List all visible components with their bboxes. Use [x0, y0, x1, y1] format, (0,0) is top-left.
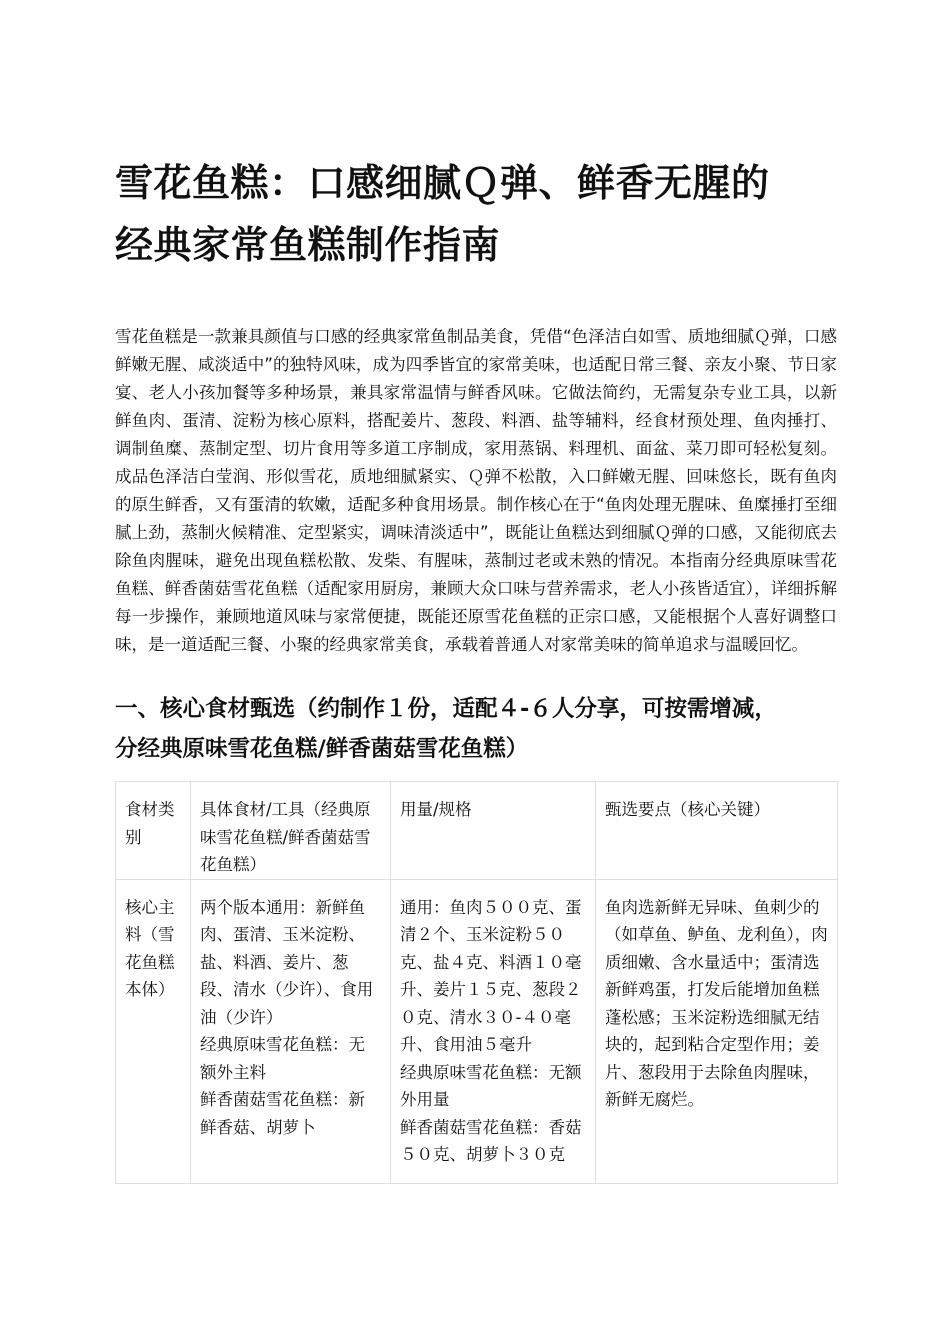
cell-amounts [391, 879, 596, 1183]
document-title: 雪花鱼糕：口感细腻Ｑ弹、鲜香无腥的 经典家常鱼糕制作指南 [115, 161, 770, 267]
header-amounts: 用量/规格 [391, 782, 596, 880]
intro-paragraph: 雪花鱼糕是一款兼具颜值与口感的经典家常鱼制品美食，凭借“色泽洁白如雪、质地细腻Ｑ弹，口感鲜嫩无腥、咸淡适中”的独特风味，成为四季皆宜的家常美味，也适配日常三餐、亲友小聚、节日家宴、老人小孩加餐等多种场景，兼具家常温情与鲜香风味。它做法简约，无需复杂专业工具，以新鲜鱼肉、蛋清、淀粉为核心原料，搭配姜片、葱段、料酒、盐等辅料，经食材预处理、鱼肉捶打、调制鱼糜、蒸制定型、切片食用等多道工序制成，家用蒸锅、料理机、面盆、菜刀即可轻松复刻。成品色泽洁白莹润、形似雪花，质地细腻紧实、Ｑ弹不松散，入口鲜嫩无腥、回味悠长，既有鱼肉的原生鲜香，又有蛋清的软嫩，适配多种食用场景。制作核心在于“鱼肉处理无腥味、鱼糜捶打至细腻上劲，蒸制火候精准、定型紧实，调味清淡适中”，既能让鱼糕达到细腻Ｑ弹的口感，又能彻底去除鱼肉腥味，避免出现鱼糕松散、发柴、有腥味，蒸制过老或未熟的情况。本指南分经典原味雪花鱼糕、鲜香菌菇雪花鱼糕（适配家用厨房，兼顾大众口味与营养需求，老人小孩皆适宜），详细拆解每一步操作，兼顾地道风味与家常便捷，既能还原雪花鱼糕的正宗口感，又能根据个人喜好调整口味，是一道适配三餐、小聚的经典家常美食，承载着普通人对家常美味的简单追求与温暖回忆。 [115, 327, 837, 654]
items-line-classic: 经典原味雪花鱼糕：无额外主料 [200, 1035, 365, 1082]
table-row [116, 879, 838, 1183]
header-items: 具体食材/工具（经典原味雪花鱼糕/鲜香菌菇雪花鱼糕） [191, 782, 391, 880]
items-line-mushroom: 鲜香菌菇雪花鱼糕：新鲜香菇、胡萝卜 [200, 1090, 365, 1137]
cell-items [191, 879, 391, 1183]
ingredients-table [115, 781, 838, 1184]
document-page [115, 0, 837, 1184]
table-header-row [116, 782, 838, 880]
amounts-line-mushroom: 鲜香菌菇雪花鱼糕：香菇５０克、胡萝卜３０克 [400, 1117, 582, 1164]
amounts-line-common: 通用：鱼肉５００克、蛋清２个、玉米淀粉５０克、盐４克、料酒１０毫升、姜片１５克、葱段２０克、清水３０-４０毫升、食用油５毫升 [400, 897, 582, 1054]
section-heading-ingredients: 一、核心食材甄选（约制作１份，适配４-６人分享，可按需增减， 分经典原味雪花鱼糕/鲜香菌菇雪花鱼糕） [115, 696, 777, 762]
header-category: 食材类别 [116, 782, 191, 880]
cell-category: 核心主料（雪花鱼糕本体） [116, 879, 191, 1183]
amounts-line-classic: 经典原味雪花鱼糕：无额外用量 [400, 1062, 582, 1109]
cell-tips: 鱼肉选新鲜无异味、鱼刺少的（如草鱼、鲈鱼、龙利鱼），肉质细嫩、含水量适中；蛋清选新鲜鸡蛋，打发后能增加鱼糕蓬松感；玉米淀粉选细腻无结块的，起到粘合定型作用；姜片、葱段用于去除鱼肉腥味，新鲜无腐烂。 [596, 879, 838, 1183]
items-line-common: 两个版本通用：新鲜鱼肉、蛋清、玉米淀粉、盐、料酒、姜片、葱段、清水（少许）、食用油（少许） [200, 897, 374, 1027]
header-tips: 甄选要点（核心关键） [596, 782, 838, 880]
